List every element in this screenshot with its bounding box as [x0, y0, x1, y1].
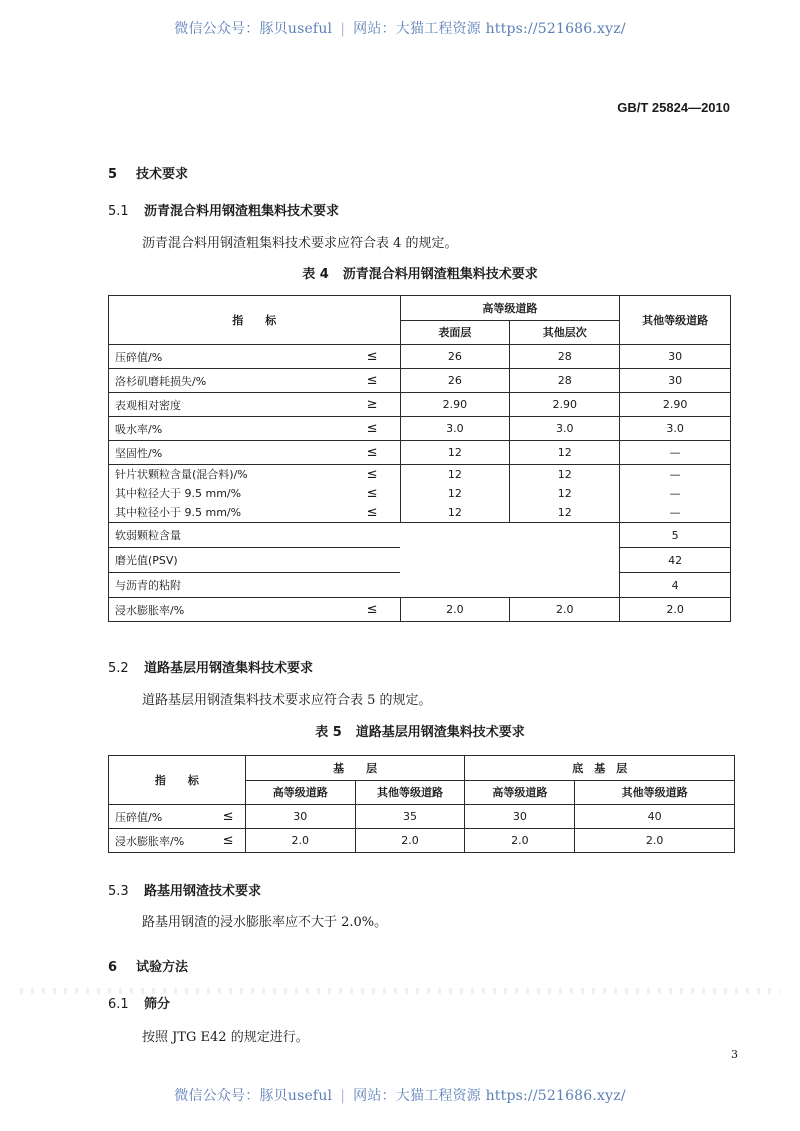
header-subbase-other-grade: 其他等级道路 [575, 780, 735, 805]
cell-value: 12 [447, 506, 462, 519]
section-number: 5.3 [108, 884, 129, 899]
cell-value: 12 [400, 441, 510, 465]
section-5-1-text: 沥青混合料用钢渣粗集料技术要求应符合表 4 的规定。 [142, 236, 458, 251]
cell-value: 2.90 [620, 393, 731, 417]
table-4-caption [0, 263, 800, 282]
cell-value: — [669, 506, 681, 519]
watermark-right-text: 网站：大猫工程资源 https://521686.xyz/ [353, 21, 626, 37]
table-number: 表 5 [315, 725, 342, 740]
header-base: 基 层 [245, 756, 465, 781]
row-label: 压碎值/% [115, 350, 163, 364]
cell-value: — [669, 468, 681, 481]
cell-value: 12 [447, 468, 462, 481]
table-row [109, 393, 731, 417]
row-label: 压碎值/% [109, 805, 212, 829]
table-4 [108, 295, 731, 622]
row-label: 坚固性/% [115, 446, 163, 460]
section-5-3-text: 路基用钢渣的浸水膨胀率应不大于 2.0%。 [142, 915, 388, 930]
table-row [109, 441, 731, 465]
cell-value: 12 [557, 506, 572, 519]
section-number: 6.1 [108, 997, 129, 1012]
row-label: 浸水膨胀率/% [115, 603, 185, 617]
section-5-2-text: 道路基层用钢渣集料技术要求应符合表 5 的规定。 [142, 693, 432, 708]
operator: ≤ [366, 486, 378, 501]
page-number: 3 [731, 1048, 738, 1061]
watermark-left-text: 微信公众号：豚贝useful [174, 1088, 333, 1104]
section-number: 6 [108, 960, 118, 975]
table-row [109, 523, 731, 548]
table-title: 沥青混合料用钢渣粗集料技术要求 [342, 267, 538, 282]
cell-value: 2.90 [400, 393, 510, 417]
watermark-separator: | [340, 21, 346, 37]
cell-value: — [669, 487, 681, 500]
header-subbase: 底 基 层 [465, 756, 735, 781]
cell-value: 12 [447, 487, 462, 500]
section-title: 路基用钢渣技术要求 [144, 884, 262, 899]
operator: ≤ [222, 809, 234, 824]
cell-value: 3.0 [510, 417, 620, 441]
watermark-right-text: 网站：大猫工程资源 https://521686.xyz/ [353, 1088, 626, 1104]
section-title: 沥青混合料用钢渣粗集料技术要求 [144, 204, 340, 219]
cell-value: 3.0 [400, 417, 510, 441]
cell-value: 12 [510, 441, 620, 465]
cell-value: 30 [620, 345, 731, 369]
watermark-separator: | [340, 1088, 346, 1104]
cell-value: 2.0 [575, 829, 735, 853]
operator: ≤ [366, 445, 378, 460]
header-subbase-high-grade: 高等级道路 [465, 780, 575, 805]
cell-value: 12 [557, 468, 572, 481]
cell-value: 2.0 [245, 829, 355, 853]
row-label: 软弱颗粒含量 [115, 529, 181, 542]
table-title: 道路基层用钢渣集料技术要求 [355, 725, 525, 740]
section-5-3-heading [108, 880, 261, 899]
header-surface: 表面层 [400, 320, 510, 345]
cell-value: 2.0 [400, 598, 510, 622]
header-high-grade: 高等级道路 [400, 296, 620, 321]
watermark-left-text: 微信公众号：豚贝useful [174, 21, 333, 37]
section-5-2-heading [108, 657, 313, 676]
section-title: 道路基层用钢渣集料技术要求 [144, 661, 314, 676]
section-title: 技术要求 [136, 167, 189, 182]
header-base-high-grade: 高等级道路 [245, 780, 355, 805]
operator: ≤ [366, 373, 378, 388]
cell-value: 30 [245, 805, 355, 829]
section-number: 5.2 [108, 661, 129, 676]
row-label: 针片状颗粒含量(混合料)/% [115, 468, 248, 481]
table-row [109, 573, 731, 598]
cell-value: 2.0 [620, 598, 731, 622]
cell-value: 30 [465, 805, 575, 829]
table-row [109, 369, 731, 393]
header-indicator: 指 标 [109, 756, 246, 805]
table-row [109, 548, 731, 573]
cell-value: 42 [620, 548, 731, 573]
row-label: 吸水率/% [115, 422, 163, 436]
cell-value: 2.90 [510, 393, 620, 417]
operator: ≤ [366, 467, 378, 482]
section-number: 5 [108, 167, 118, 182]
cell-value: 2.0 [465, 829, 575, 853]
row-label: 磨光值(PSV) [115, 554, 178, 567]
table-row [109, 829, 735, 853]
operator: ≤ [366, 421, 378, 436]
table-row [109, 598, 731, 622]
cell-value: 26 [400, 369, 510, 393]
cell-value: 3.0 [620, 417, 731, 441]
row-label: 浸水膨胀率/% [109, 829, 212, 853]
table-number: 表 4 [302, 267, 329, 282]
section-title: 试验方法 [136, 960, 189, 975]
header-other-layers: 其他层次 [510, 320, 620, 345]
header-base-other-grade: 其他等级道路 [355, 780, 465, 805]
row-label: 其中粒径大于 9.5 mm/% [115, 487, 242, 500]
operator: ≤ [366, 505, 378, 520]
operator: ≤ [222, 833, 234, 848]
operator: ≥ [366, 397, 378, 412]
table-row [109, 417, 731, 441]
section-number: 5.1 [108, 204, 129, 219]
section-title: 筛分 [144, 997, 171, 1012]
section-6-1-text: 按照 JTG E42 的规定进行。 [142, 1030, 309, 1045]
cell-value: — [620, 441, 731, 465]
table-row [109, 805, 735, 829]
row-label: 表观相对密度 [115, 398, 181, 412]
section-6-heading [108, 956, 188, 975]
table-row-group [109, 465, 731, 523]
table-row [109, 345, 731, 369]
cell-value: 2.0 [510, 598, 620, 622]
row-label: 与沥青的粘附 [115, 579, 181, 592]
cell-value: 2.0 [355, 829, 465, 853]
standard-number: GB/T 25824—2010 [617, 100, 730, 115]
operator: ≤ [366, 602, 378, 617]
row-label: 洛杉矶磨耗损失/% [115, 374, 207, 388]
section-5-heading [108, 163, 188, 182]
cell-value: 28 [510, 369, 620, 393]
watermark-top [0, 18, 800, 38]
header-indicator: 指 标 [109, 296, 401, 345]
header-other-grade: 其他等级道路 [620, 296, 731, 345]
table-5-caption [0, 721, 800, 740]
cell-value: 35 [355, 805, 465, 829]
cell-value: 28 [510, 345, 620, 369]
row-label: 其中粒径小于 9.5 mm/% [115, 506, 242, 519]
section-5-1-heading [108, 200, 339, 219]
cell-value: 40 [575, 805, 735, 829]
section-6-1-heading [108, 993, 170, 1012]
cell-value: 5 [620, 523, 731, 548]
cell-value: 4 [620, 573, 731, 598]
table-5 [108, 755, 735, 853]
operator: ≤ [366, 349, 378, 364]
cell-value: 26 [400, 345, 510, 369]
cell-value: 30 [620, 369, 731, 393]
cell-value: 12 [557, 487, 572, 500]
watermark-bottom [0, 1085, 800, 1105]
